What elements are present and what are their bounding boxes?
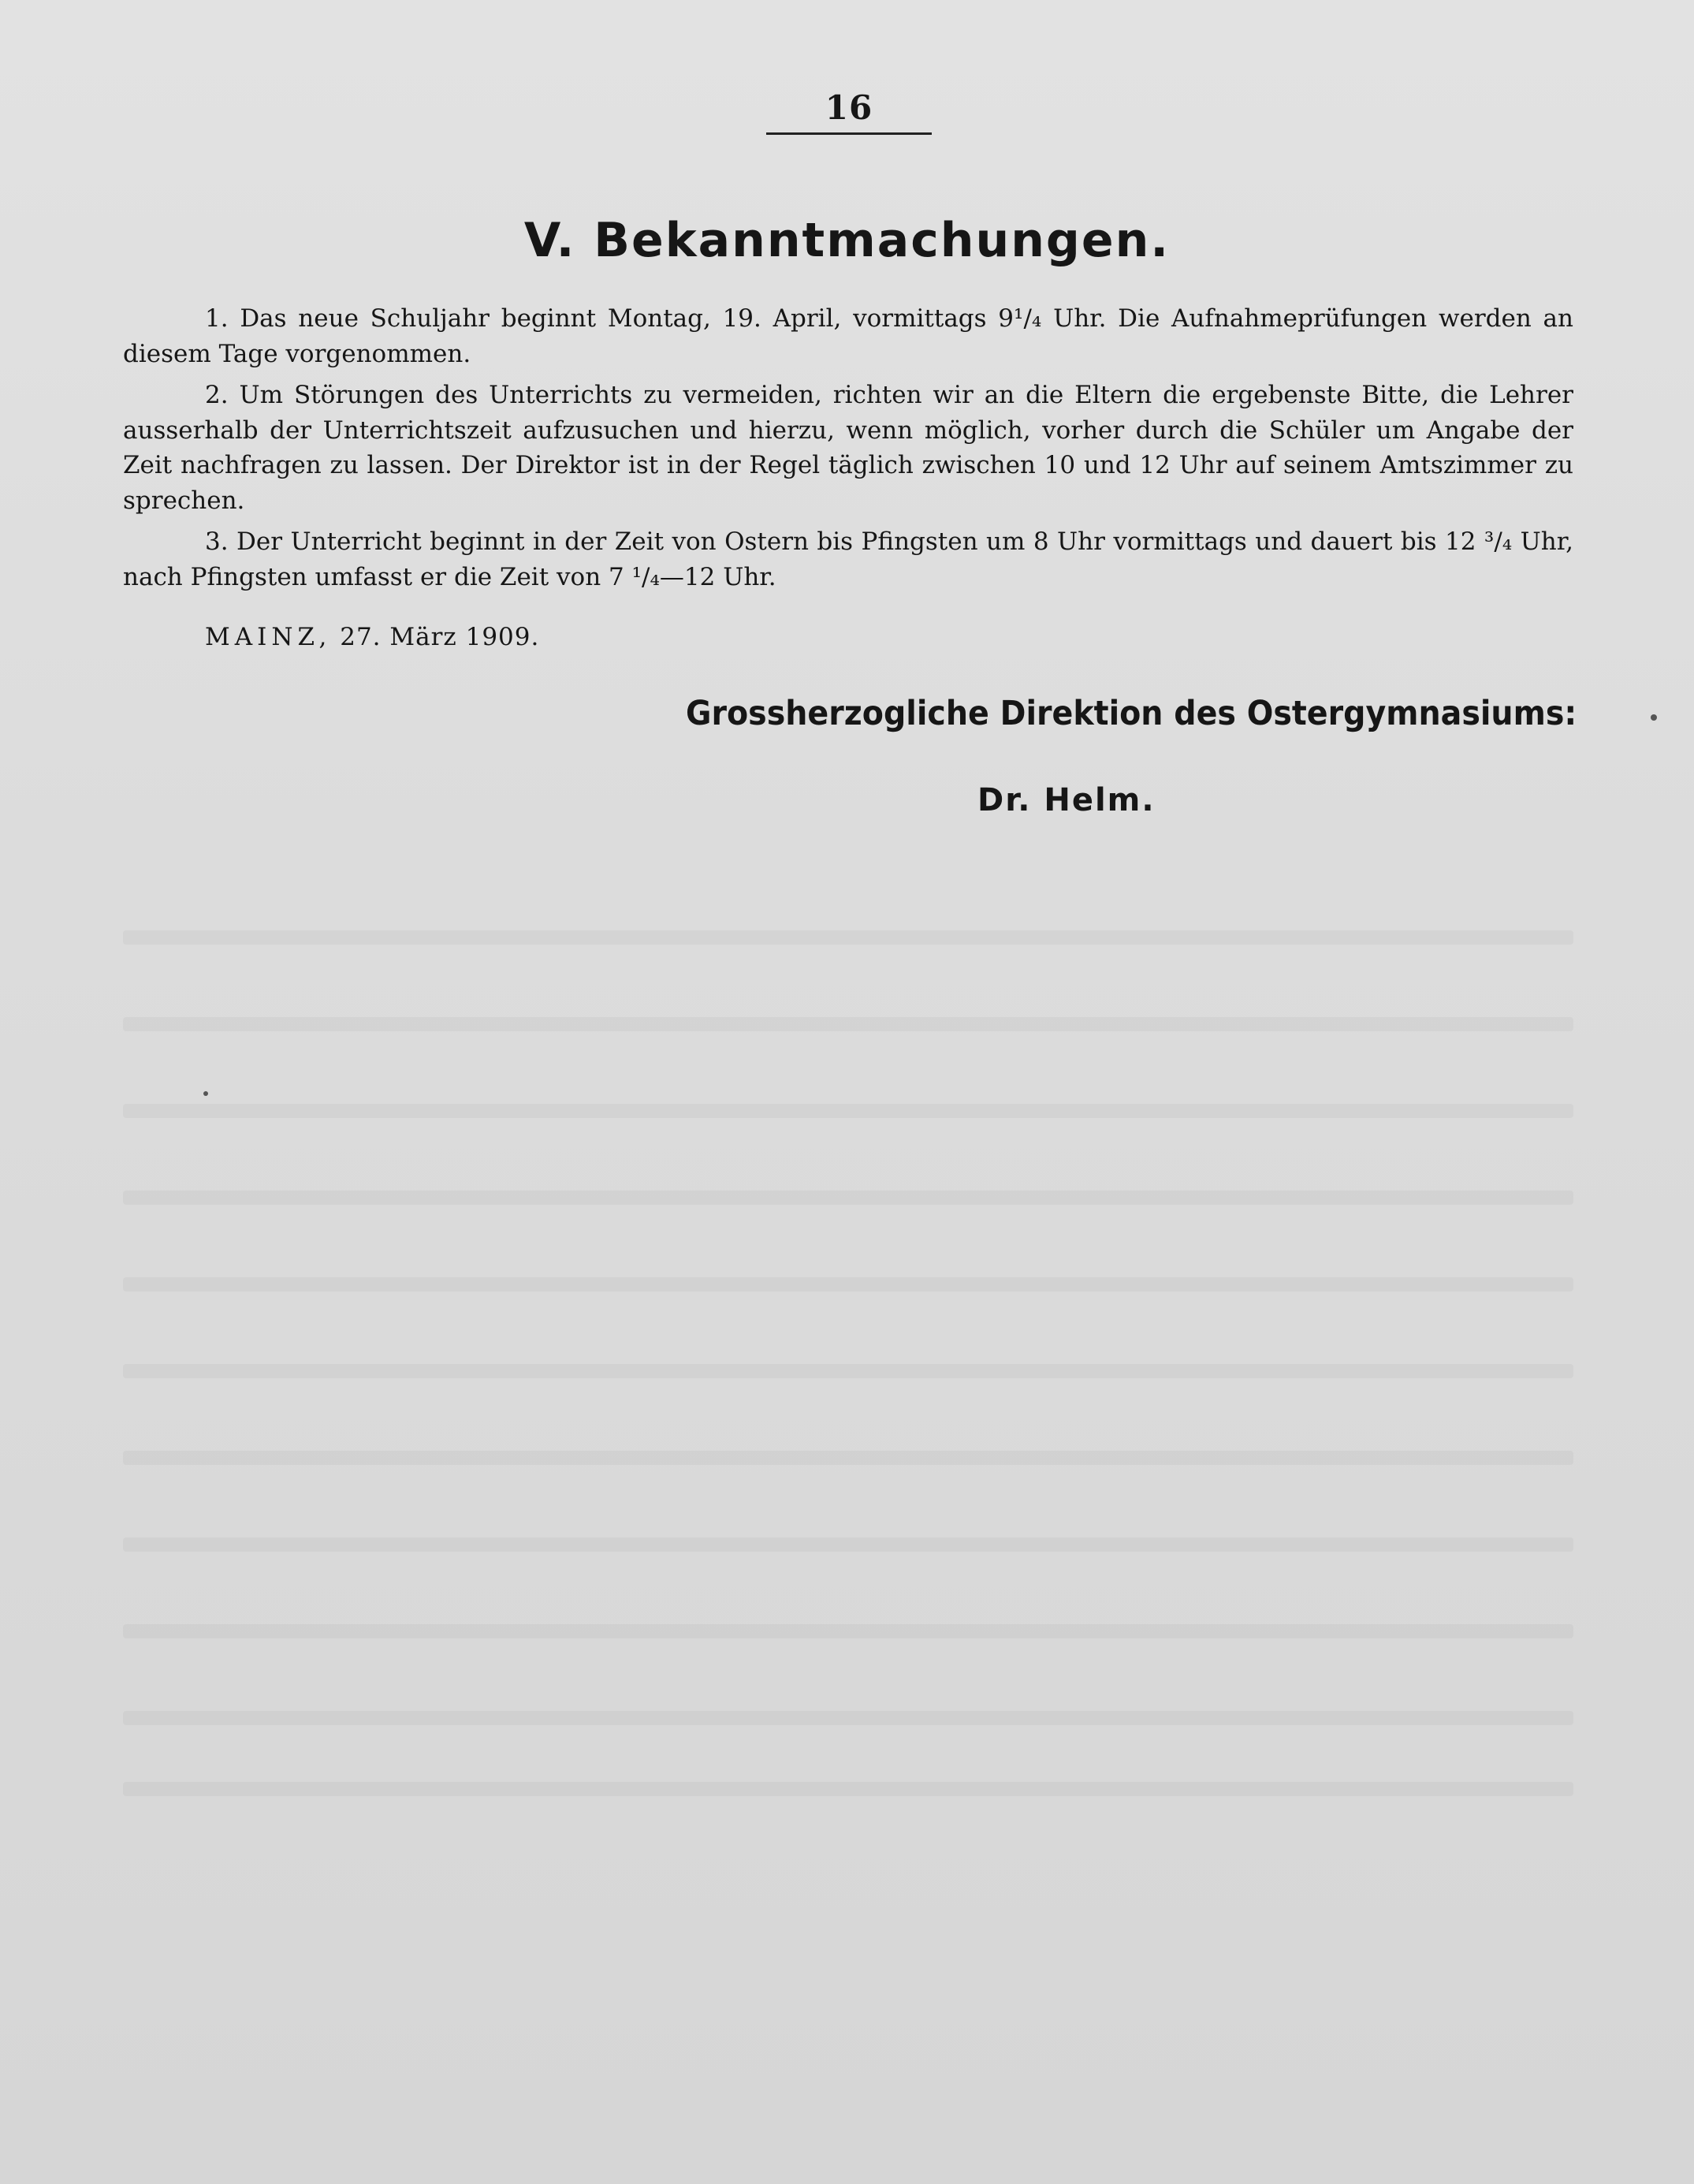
date-line [205, 623, 539, 651]
announcement-paragraph-2: 2. Um Störungen des Unterrichts zu vermeiden, richten wir an die Eltern die ergebenste Bitte, die Lehrer ausserhalb der Unterrichtszeit aufzusuchen und hierzu, wenn möglich, vorher durch die Schüler um Angabe der Zeit nachfragen zu lassen. Der Direktor ist in der Regel täglich zwischen 10 und 12 Uhr auf seinem Amtszimmer zu sprechen. [123, 381, 1573, 515]
bleed-through [123, 1537, 1573, 1552]
announcements-body [123, 301, 1573, 601]
date-city: MAINZ, [205, 623, 332, 651]
bleed-through [123, 1624, 1573, 1638]
bleed-through [123, 1451, 1573, 1465]
ink-speck [1651, 714, 1657, 721]
page-number: 16 [825, 88, 873, 127]
bleed-through [123, 1711, 1573, 1725]
bleed-through [123, 1364, 1573, 1378]
signature-name: Dr. Helm. [977, 782, 1156, 818]
page-number-rule [766, 132, 932, 135]
ink-speck [203, 1091, 208, 1096]
bleed-through [123, 1782, 1573, 1796]
bleed-through [123, 1017, 1573, 1031]
bleed-through [123, 1277, 1573, 1291]
bleed-through [123, 930, 1573, 945]
bleed-through [123, 1104, 1573, 1118]
institution-name: Grossherzogliche Direktion des Ostergymnasiums: [686, 694, 1577, 733]
announcement-paragraph-1: 1. Das neue Schuljahr beginnt Montag, 19. April, vormittags 9¹/₄ Uhr. Die Aufnahmeprüfungen werden an diesem Tage vorgenommen. [123, 304, 1573, 368]
bleed-through [123, 1191, 1573, 1205]
announcement-paragraph-3: 3. Der Unterricht beginnt in der Zeit von Ostern bis Pfingsten um 8 Uhr vormittags und dauert bis 12 ³/₄ Uhr, nach Pfingsten umfasst er die Zeit von 7 ¹/₄—12 Uhr. [123, 527, 1573, 591]
section-heading: V. Bekanntmachungen. [523, 213, 1171, 268]
date-text: 27. März 1909. [340, 623, 540, 651]
